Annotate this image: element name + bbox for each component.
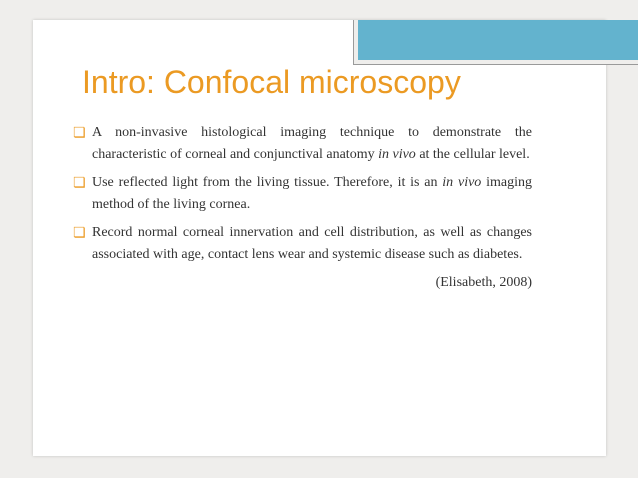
header-bar	[358, 20, 638, 60]
bullet-item: ❏ Record normal corneal innervation and cell distribution, as well as changes associated with age, contact lens wear and systemic disease such as diabetes.	[73, 222, 532, 266]
box-check-icon: ❏	[73, 125, 86, 141]
bullet-item: ❏ Use reflected light from the living tissue. Therefore, it is an in vivo imaging method of the living cornea.	[73, 172, 532, 216]
bullet-item: ❏ A non-invasive histological imaging technique to demonstrate the characteristic of corneal and conjunctival anatomy in vivo at the cellular level.	[73, 122, 532, 166]
box-check-icon: ❏	[73, 225, 86, 241]
slide-content	[73, 122, 532, 294]
box-check-icon: ❏	[73, 175, 86, 191]
slide-title: Intro: Confocal microscopy	[82, 64, 461, 100]
header-frame	[353, 20, 638, 65]
citation: (Elisabeth, 2008)	[435, 275, 532, 290]
